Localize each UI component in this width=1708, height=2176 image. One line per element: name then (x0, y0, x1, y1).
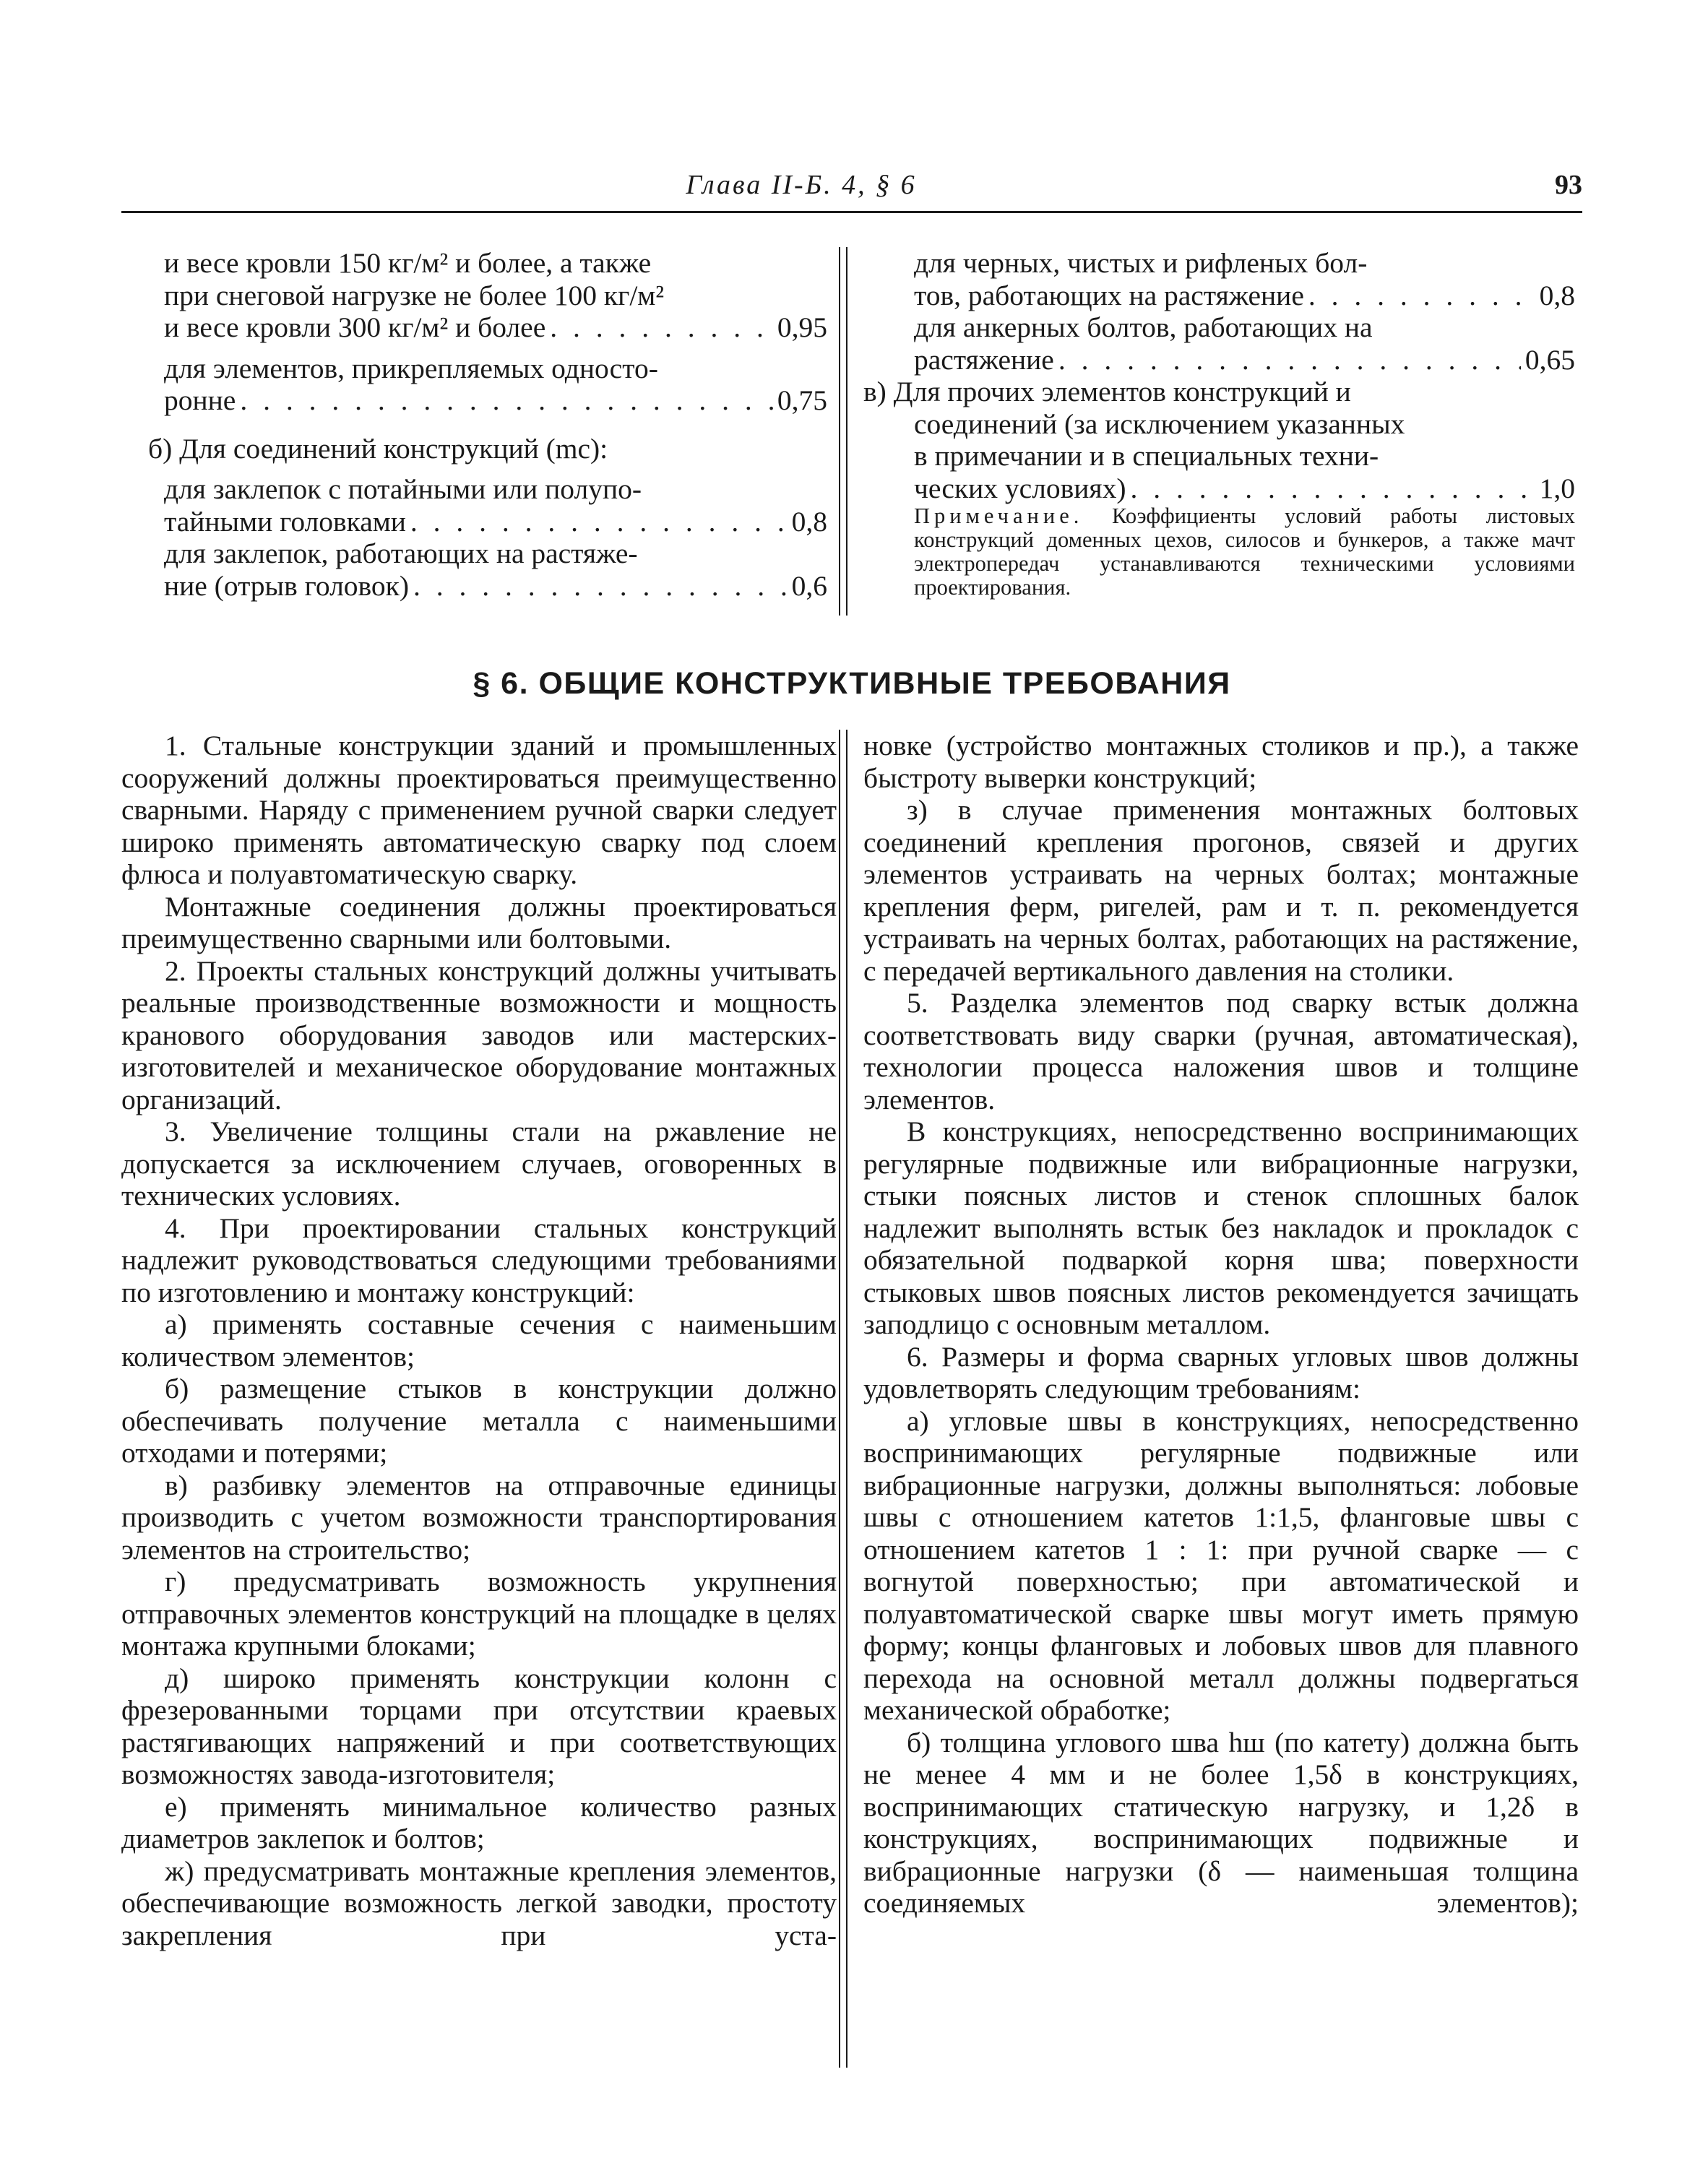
coefficient-value: 0,6 (791, 569, 827, 602)
note-text: Коэффициенты условий работы листовых конструкций доменных цехов, силосов и бункеров, а также мачт электропередач устанавливаются техническими условиями проектирования. (914, 504, 1575, 600)
list-item: б) толщина углового шва hш (по катету) должна быть не менее 4 мм и не более 1,5δ в конструкциях, воспринимающих статическую нагрузку, и 1,2δ в конструкциях, воспринимающих подвижные и вибрационные нагрузки (δ — наименьшая толщина соединяемых элементов); (863, 1726, 1579, 1919)
coefficients-left-column (148, 247, 827, 602)
coefficient-row (148, 384, 827, 417)
dot-leader (1308, 280, 1535, 312)
coefficient-value: 0,8 (791, 505, 827, 537)
page-header (121, 169, 1582, 210)
body-right-column (863, 730, 1579, 1920)
coefficient-row (148, 311, 827, 344)
coefficient-label: ронне (164, 384, 236, 416)
list-item: ж) предусматривать монтажные крепления элементов, обеспечивающие возможность легкой заводки, простоту закрепления при уста- (121, 1855, 837, 1951)
text-line: для элементов, прикрепляемых односто- (164, 352, 658, 384)
dot-leader (240, 384, 773, 417)
note-label: Примечание. (914, 504, 1084, 528)
coefficient-label: тайными головками (164, 505, 406, 537)
text-line: для заклепок, работающих на растяже- (164, 537, 638, 569)
header-rule (121, 211, 1582, 213)
coefficient-label: ческих условиях) (914, 472, 1126, 504)
running-title: Глава II-Б. 4, § 6 (686, 170, 917, 200)
dot-leader (413, 570, 788, 603)
section-heading: § 6. ОБЩИЕ КОНСТРУКТИВНЫЕ ТРЕБОВАНИЯ (473, 666, 1231, 701)
dot-leader (1058, 344, 1521, 376)
coefficient-value: 0,8 (1539, 279, 1575, 311)
dot-leader (1130, 472, 1535, 505)
column-divider (839, 730, 847, 2068)
list-item: д) широко применять конструкции колонн с фрезерованными торцами при отсутствии краевых растягивающих напряжений и при соответствующих возможностях завода-изготовителя; (121, 1662, 837, 1790)
page-number: 93 (1555, 170, 1582, 200)
subsection-heading: в) Для прочих элементов конструкций и (863, 376, 1351, 407)
coefficient-row (863, 280, 1575, 312)
paragraph: Монтажные соединения должны проектироваться преимущественно сварными или болтовыми. (121, 890, 837, 954)
paragraph: 6. Размеры и форма сварных угловых швов должны удовлетворять следующим требованиям: (863, 1340, 1579, 1404)
dot-leader (410, 506, 788, 538)
paragraph: новке (устройство монтажных столиков и пр.), а также быстроту выверки конструкций; (863, 730, 1579, 794)
coefficient-row (863, 344, 1575, 376)
text-line: в примечании и в специальных техни- (914, 440, 1379, 472)
coefficient-row (148, 570, 827, 603)
coefficient-row (148, 506, 827, 538)
text-line: соединений (за исключением указанных (914, 407, 1405, 440)
text-line: для черных, чистых и рифленых бол- (914, 247, 1368, 279)
text-line: для заклепок с потайными или полупо- (164, 473, 642, 505)
coefficient-value: 0,65 (1524, 343, 1575, 376)
coefficients-right-column (863, 247, 1575, 600)
subsection-heading: б) Для соединений конструкций (mс): (148, 432, 608, 465)
paragraph: 4. При проектировании стальных конструкций надлежит руководствоваться следующими требованиями по изготовлению и монтажу конструкций: (121, 1212, 837, 1308)
column-divider (839, 247, 847, 616)
coefficient-label: тов, работающих на растяжение (914, 279, 1304, 311)
list-item: е) применять минимальное количество разных диаметров заклепок и болтов; (121, 1790, 837, 1855)
list-item: з) в случае применения монтажных болтовых соединений крепления прогонов, связей и других элементов устраивать на черных болтах; монтажные крепления ферм, ригелей, рам и т. п. рекомендуется устраивать на черных болтах, работающих на растяжение, с передачей вертикального давления на столики. (863, 794, 1579, 987)
paragraph: 1. Стальные конструкции зданий и промышленных сооружений должны проектироваться преимущественно сварными. Наряду с применением ручной сварки следует широко применять автоматическую сварку под слоем флюса и полуавтоматическую сварку. (121, 730, 837, 890)
footnote (863, 504, 1575, 600)
list-item: б) размещение стыков в конструкции должно обеспечивать получение металла с наименьшими отходами и потерями; (121, 1373, 837, 1469)
paragraph: 2. Проекты стальных конструкций должны учитывать реальные производственные возможности и мощность кранового оборудования заводов или мастерских-изготовителей и механическое оборудование монтажных организаций. (121, 954, 837, 1115)
coefficient-label: ние (отрыв головок) (164, 569, 410, 602)
dot-leader (550, 311, 773, 344)
text-line: и весе кровли 150 кг/м² и более, а также (164, 247, 652, 279)
list-item: а) применять составные сечения с наименьшим количеством элементов; (121, 1308, 837, 1373)
paragraph: 3. Увеличение толщины стали на ржавление не допускается за исключением случаев, оговоренных в технических условиях. (121, 1115, 837, 1212)
paragraph: В конструкциях, непосредственно воспринимающих регулярные подвижные или вибрационные нагрузки, стыки поясных листов и стенок сплошных балок надлежит выполнять встык без накладок и прокладок с обязательной подваркой корня шва; поверхности стыковых швов поясных листов рекомендуется зачищать заподлицо с основным металлом. (863, 1115, 1579, 1340)
text-line: для анкерных болтов, работающих на (914, 311, 1373, 343)
list-item: г) предусматривать возможность укрупнения отправочных элементов конструкций на площадке в целях монтажа крупными блоками; (121, 1566, 837, 1662)
coefficient-value: 0,95 (777, 311, 827, 343)
coefficient-value: 0,75 (777, 384, 827, 416)
coefficient-value: 1,0 (1539, 472, 1575, 504)
paragraph: 5. Разделка элементов под сварку встык должна соответствовать виду сварки (ручная, автоматическая), технологии процесса наложения швов и толщине элементов. (863, 987, 1579, 1115)
list-item: в) разбивку элементов на отправочные единицы производить с учетом возможности транспортирования элементов на строительство; (121, 1469, 837, 1566)
body-left-column (121, 730, 837, 1951)
coefficient-label: и весе кровли 300 кг/м² и более (164, 311, 546, 343)
list-item: а) угловые швы в конструкциях, непосредственно воспринимающих регулярные подвижные или вибрационные нагрузки, должны выполняться: лобовые швы с отношением катетов 1:1,5, фланговые швы с отношением катетов 1 : 1: при ручной сварке — с вогнутой поверхностью; при автоматической и полуавтоматической сварке швы могут иметь прямую форму; концы фланговых и лобовых швов для плавного перехода на основной металл должны подвергаться механической обработке; (863, 1404, 1579, 1726)
text-line: при снеговой нагрузке не более 100 кг/м² (164, 279, 665, 311)
coefficient-row (863, 472, 1575, 505)
coefficient-label: растяжение (914, 343, 1054, 376)
